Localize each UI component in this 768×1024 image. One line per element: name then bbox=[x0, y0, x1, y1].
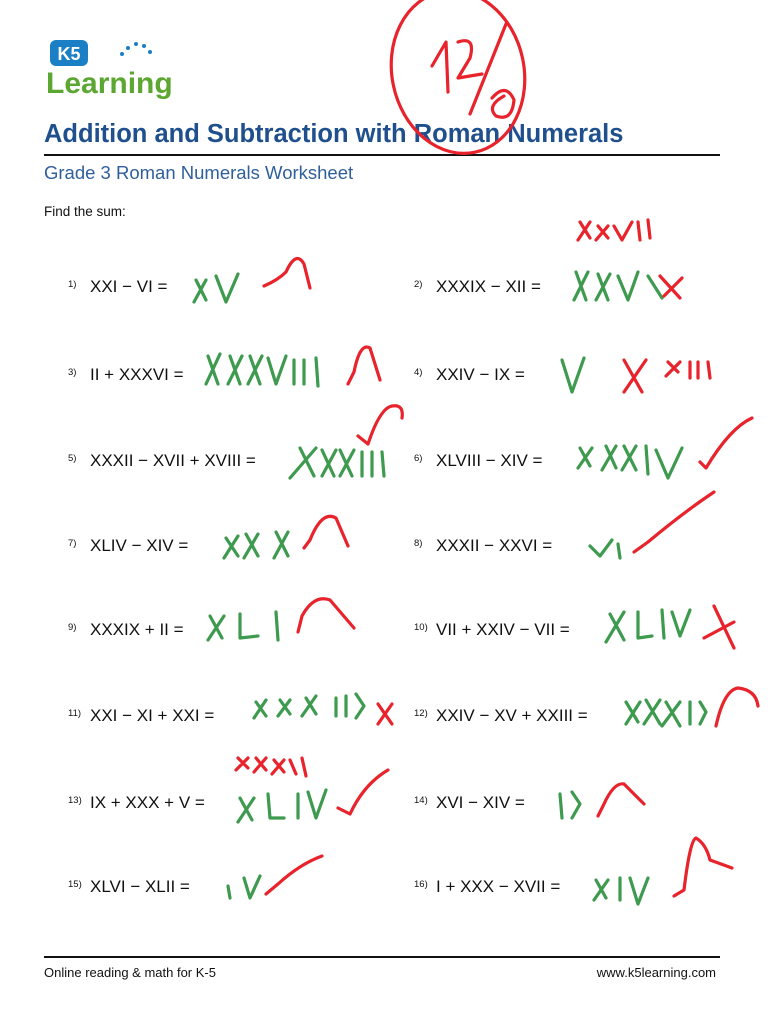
problem-expression: XLIV − XIV = bbox=[90, 536, 189, 555]
problem-number: 2) bbox=[414, 279, 423, 290]
problem-number: 11) bbox=[68, 708, 82, 719]
problem-expression: XLVIII − XIV = bbox=[436, 451, 543, 470]
problem-number: 7) bbox=[68, 538, 77, 549]
problem-number: 1) bbox=[68, 279, 77, 290]
logo-wordmark: Learning bbox=[46, 67, 173, 100]
footer-tagline: Online reading & math for K-5 bbox=[44, 965, 216, 980]
problem-number: 12) bbox=[414, 708, 428, 719]
worksheet-title: Addition and Subtraction with Roman Numerals bbox=[44, 120, 624, 148]
problem-expression: XXXII − XXVI = bbox=[436, 536, 553, 555]
problem-expression: IX + XXX + V = bbox=[90, 793, 205, 812]
footer-rule bbox=[44, 956, 720, 958]
problem-expression: XXIV − XV + XXIII = bbox=[436, 706, 588, 725]
problem-expression: XLVI − XLII = bbox=[90, 877, 190, 896]
problem-expression: XXXIX − XII = bbox=[436, 277, 541, 296]
problem-number: 15) bbox=[68, 879, 82, 890]
problem-expression: XXIV − IX = bbox=[436, 365, 525, 384]
problem-number: 13) bbox=[68, 795, 82, 806]
problem-number: 16) bbox=[414, 879, 428, 890]
problem-expression: XVI − XIV = bbox=[436, 793, 525, 812]
problem-expression: XXI − VI = bbox=[90, 277, 168, 296]
logo-badge-text: K5 bbox=[57, 44, 81, 64]
problem-number: 5) bbox=[68, 453, 77, 464]
problem-number: 8) bbox=[414, 538, 423, 549]
problem-number: 9) bbox=[68, 622, 77, 633]
problem-number: 3) bbox=[68, 367, 77, 378]
problem-number: 10) bbox=[414, 622, 428, 633]
footer-website: www.k5learning.com bbox=[596, 965, 716, 980]
header-rule bbox=[44, 154, 720, 156]
problem-expression: II + XXXVI = bbox=[90, 365, 184, 384]
problem-number: 6) bbox=[414, 453, 423, 464]
instruction-text: Find the sum: bbox=[44, 204, 126, 219]
k5-learning-logo bbox=[44, 38, 179, 100]
worksheet-subtitle: Grade 3 Roman Numerals Worksheet bbox=[44, 162, 354, 183]
problem-expression: I + XXX − XVII = bbox=[436, 877, 561, 896]
problem-number: 14) bbox=[414, 795, 428, 806]
problem-expression: XXXIX + II = bbox=[90, 620, 184, 639]
problem-expression: VII + XXIV − VII = bbox=[436, 620, 570, 639]
problem-expression: XXI − XI + XXI = bbox=[90, 706, 215, 725]
problem-expression: XXXII − XVII + XVIII = bbox=[90, 451, 256, 470]
problem-number: 4) bbox=[414, 367, 423, 378]
